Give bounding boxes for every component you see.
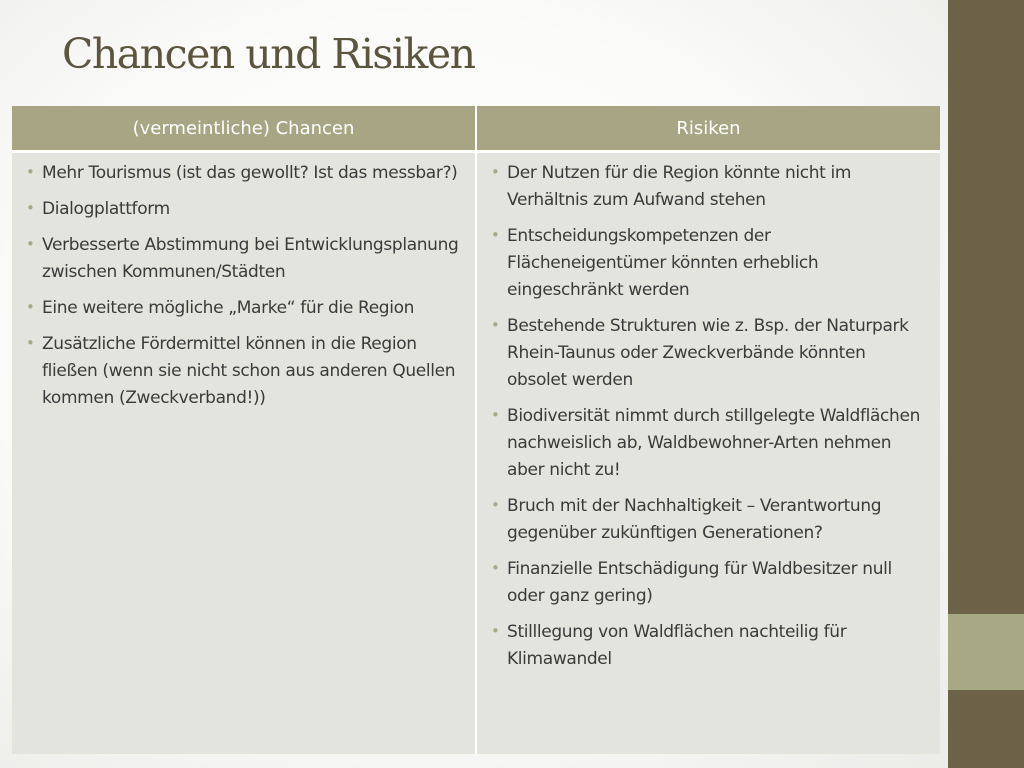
list-item: • Entscheidungskompetenzen der Flächeneigentümer könnten erheblich eingeschränkt werden (491, 223, 930, 304)
list-item: • Bruch mit der Nachhaltigkeit – Verantwortung gegenüber zukünftigen Generationen? (491, 493, 930, 547)
list-item: • Dialogplattform (26, 196, 465, 223)
list-item: • Mehr Tourismus (ist das gewollt? Ist das messbar?) (26, 160, 465, 187)
header-chancen: (vermeintliche) Chancen (12, 106, 476, 152)
list-item: • Verbesserte Abstimmung bei Entwicklungsplanung zwischen Kommunen/Städten (26, 232, 465, 286)
header-risiken: Risiken (476, 106, 940, 152)
list-item: • Finanzielle Entschädigung für Waldbesitzer null oder ganz gering) (491, 556, 930, 610)
risiken-list (491, 160, 930, 673)
list-item: • Der Nutzen für die Region könnte nicht im Verhältnis zum Aufwand stehen (491, 160, 930, 214)
risiken-cell (476, 152, 940, 755)
list-item: • Eine weitere mögliche „Marke“ für die Region (26, 295, 465, 322)
chancen-cell (12, 152, 476, 755)
list-item: • Stilllegung von Waldflächen nachteilig für Klimawandel (491, 619, 930, 673)
chancen-list (26, 160, 465, 412)
slide-title: Chancen und Risiken (62, 30, 475, 78)
list-item: • Biodiversität nimmt durch stillgelegte Waldflächen nachweislich ab, Waldbewohner-Arten nehmen aber nicht zu! (491, 403, 930, 484)
list-item: • Zusätzliche Fördermittel können in die Region fließen (wenn sie nicht schon aus anderen Quellen kommen (Zweckverband!)) (26, 331, 465, 412)
side-accent-block (948, 614, 1024, 690)
comparison-table (12, 106, 940, 754)
list-item: • Bestehende Strukturen wie z. Bsp. der Naturpark Rhein-Taunus oder Zweckverbände könnten obsolet werden (491, 313, 930, 394)
